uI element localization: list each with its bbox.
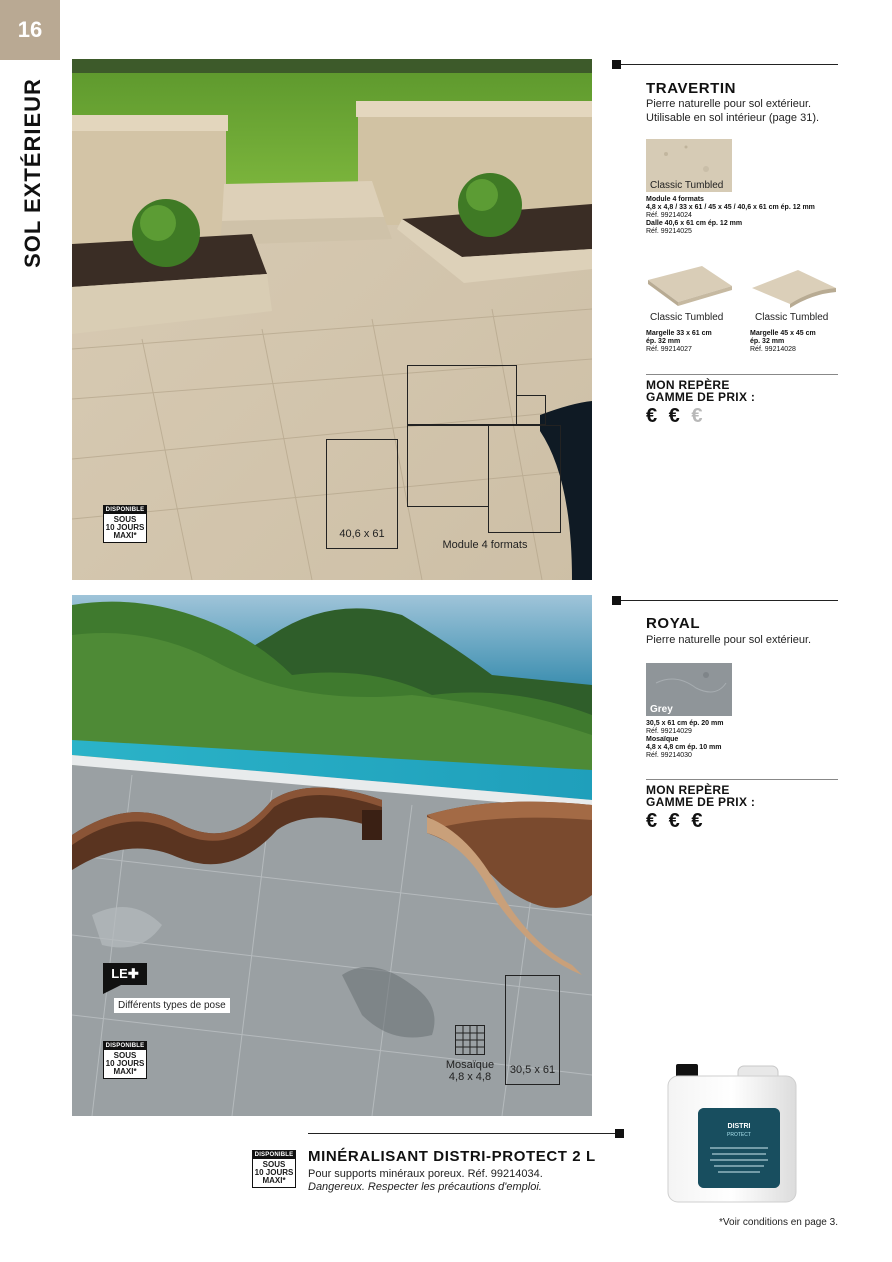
module-formats-label: Module 4 formats [442, 539, 528, 551]
margelle-2-label: Classic Tumbled [755, 312, 829, 323]
travertin-subtitle-1: Pierre naturelle pour sol extérieur. [646, 98, 812, 110]
availability-badge [103, 505, 147, 543]
module-outline-c [407, 425, 489, 507]
section-title-text: SOL EXTÉRIEUR [20, 78, 45, 268]
badge-line1: SOUS [113, 515, 137, 524]
spec-line: Réf. 99214029 [646, 728, 692, 735]
travertin-photo [72, 59, 592, 580]
product-desc-line1: Pour supports minéraux poreux. Réf. 99214034. [308, 1168, 543, 1180]
badge-top: DISPONIBLE [105, 507, 145, 513]
badge-top: DISPONIBLE [254, 1152, 294, 1158]
spec-line: Réf. 99214030 [646, 752, 692, 759]
royal-photo [72, 595, 592, 1116]
jerrican-sub: PROTECT [727, 1132, 751, 1138]
royal-price-range: € € € [646, 810, 706, 832]
price-inactive: € [691, 405, 706, 427]
product-description [308, 1168, 543, 1194]
margelle-1-label: Classic Tumbled [650, 312, 724, 323]
distri-protect-jerrican-image [662, 1062, 802, 1204]
section-title [18, 68, 48, 278]
margelle-45x45-image [750, 268, 838, 308]
module-outline-a [407, 365, 517, 425]
spec-line: Mosaïque [646, 736, 679, 743]
jerrican-brand: DISTRI [727, 1123, 751, 1130]
price-active: € € [646, 405, 683, 427]
footnote: *Voir conditions en page 3. [719, 1217, 838, 1228]
royal-swatch [646, 663, 732, 716]
mosaic-label-line2: 4,8 x 4,8 [448, 1071, 492, 1083]
badge-line1: SOUS [262, 1160, 286, 1169]
margelle-1-specs [646, 330, 712, 354]
badge-line2: 10 JOURS [105, 523, 145, 532]
spec-line: ép. 32 mm [750, 338, 785, 345]
badge-top: DISPONIBLE [105, 1043, 145, 1049]
spec-line: Module 4 formats [646, 196, 704, 203]
margelle-2-specs [750, 330, 816, 354]
travertin-swatch [646, 139, 732, 192]
travertin-price-label-1: MON REPÈRE [646, 378, 730, 392]
mosaic-outline [455, 1025, 485, 1055]
royal-section-rule [618, 600, 838, 601]
spec-line: Réf. 99214024 [646, 212, 692, 219]
badge-line3: MAXI* [262, 1176, 286, 1185]
travertin-swatch-label: Classic Tumbled [646, 179, 727, 192]
badge-line3: MAXI* [113, 1067, 137, 1076]
margelle-33x61-image [646, 262, 732, 306]
dalle-size-label: 40,6 x 61 [339, 528, 385, 540]
page-number: 16 [0, 0, 60, 60]
royal-dalle-label: 30,5 x 61 [509, 1064, 556, 1076]
travertin-subtitle-2: Utilisable en sol intérieur (page 31). [646, 112, 820, 124]
spec-line: Margelle 45 x 45 cm [750, 330, 816, 337]
badge-line3: MAXI* [113, 531, 137, 540]
spec-line: Réf. 99214025 [646, 228, 692, 235]
royal-specs [646, 720, 723, 760]
product-warning: Dangereux. Respecter les précautions d'emploi. [308, 1181, 542, 1193]
royal-swatch-label: Grey [650, 704, 673, 715]
le-plus-caption: Différents types de pose [114, 998, 230, 1013]
travertin-section-rule [618, 64, 838, 65]
product-availability-badge [252, 1150, 296, 1188]
mosaic-grid-icon [456, 1026, 484, 1054]
badge-line2: 10 JOURS [254, 1168, 294, 1177]
royal-price-label-2: GAMME DE PRIX : [646, 795, 756, 809]
product-title: MINÉRALISANT DISTRI-PROTECT 2 L [308, 1148, 596, 1165]
spec-line: 4,8 x 4,8 / 33 x 61 / 45 x 45 / 40,6 x 61 cm ép. 12 mm [646, 204, 815, 211]
travertin-price-range [646, 405, 706, 428]
badge-line2: 10 JOURS [105, 1059, 145, 1068]
travertin-title: TRAVERTIN [646, 80, 737, 97]
spec-line: Margelle 33 x 61 cm [646, 330, 712, 337]
royal-title: ROYAL [646, 615, 701, 632]
royal-subtitle: Pierre naturelle pour sol extérieur. [646, 634, 812, 646]
spec-line: Réf. 99214028 [750, 346, 796, 353]
le-plus-pointer-icon [103, 985, 121, 994]
availability-badge [103, 1041, 147, 1079]
spec-line: 30,5 x 61 cm ép. 20 mm [646, 720, 724, 727]
royal-price-rule [646, 779, 838, 780]
module-outline-d [488, 425, 561, 533]
product-section-rule [308, 1133, 618, 1134]
spec-line: 4,8 x 4,8 cm ép. 10 mm [646, 744, 722, 751]
travertin-price-rule [646, 374, 838, 375]
spec-line: Dalle 40,6 x 61 cm ép. 12 mm [646, 220, 743, 227]
spec-line: ép. 32 mm [646, 338, 681, 345]
le-plus-tag: LE✚ [103, 963, 147, 985]
mosaic-label-line1: Mosaïque [445, 1059, 495, 1071]
badge-line1: SOUS [113, 1051, 137, 1060]
royal-price-label-1: MON REPÈRE [646, 783, 730, 797]
travertin-specs [646, 196, 815, 236]
module-outline-b [516, 395, 546, 425]
travertin-price-label-2: GAMME DE PRIX : [646, 390, 756, 404]
spec-line: Réf. 99214027 [646, 346, 692, 353]
